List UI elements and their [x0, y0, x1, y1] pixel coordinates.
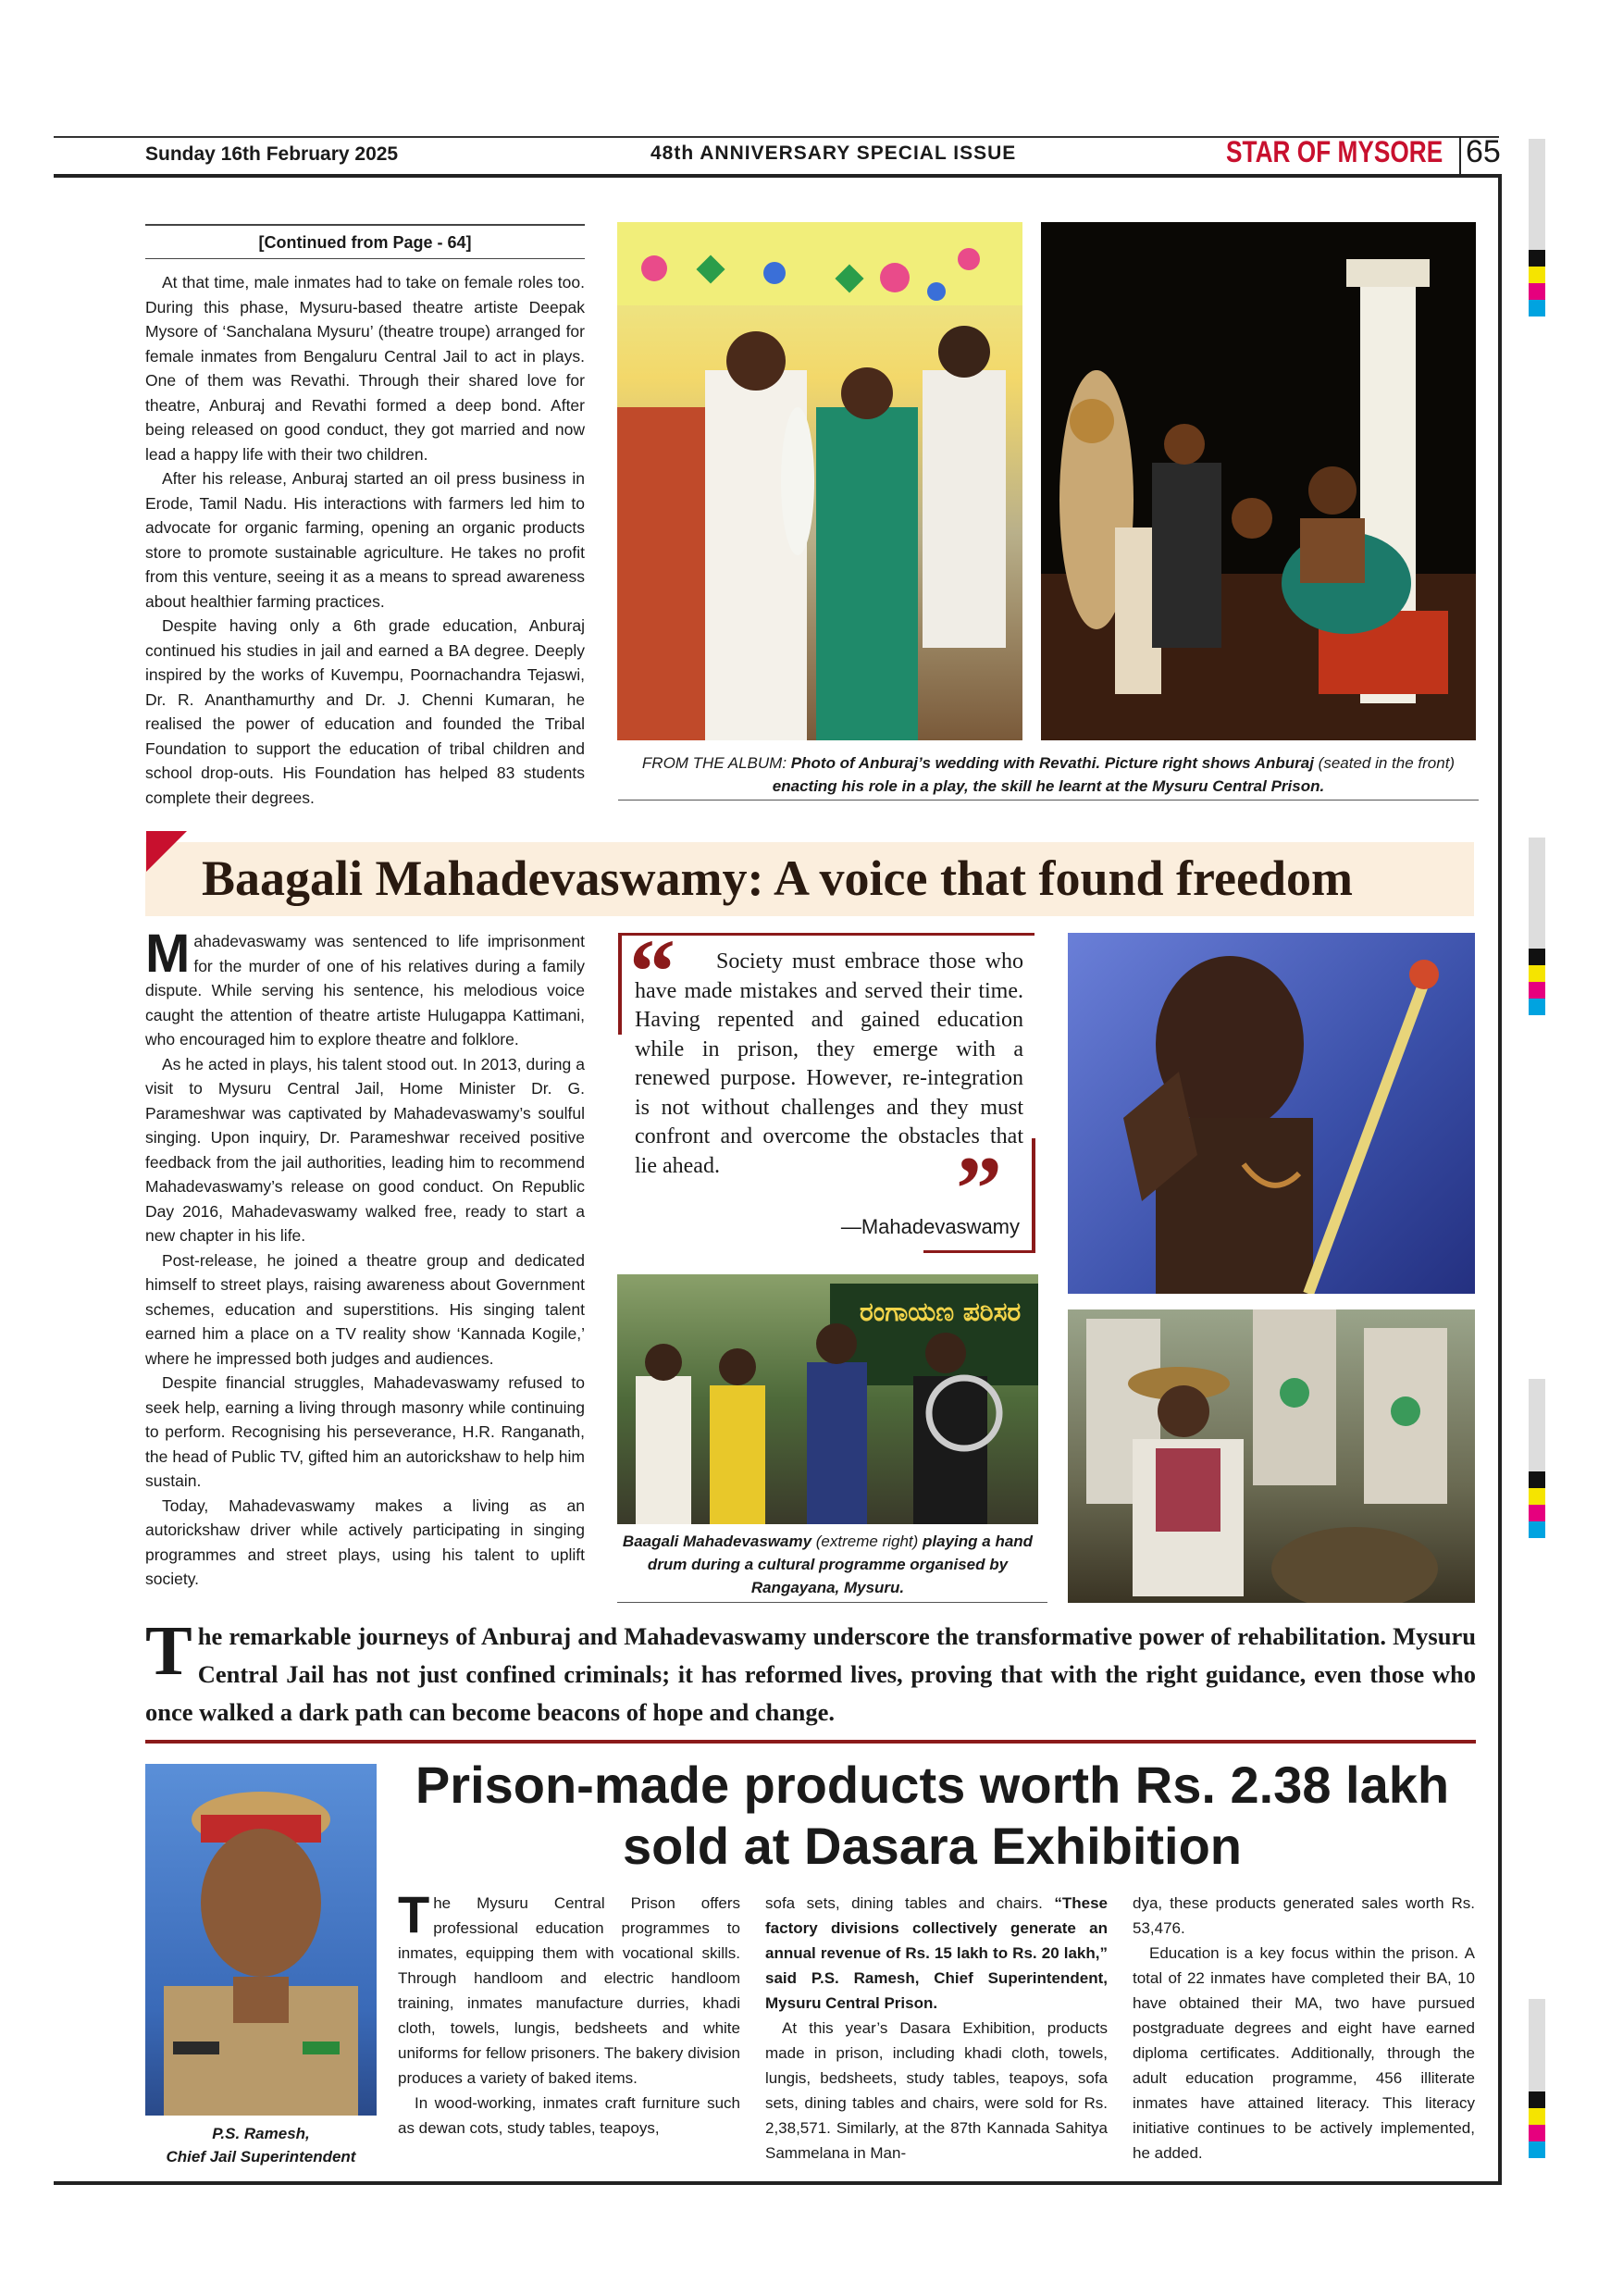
conclusion-text: he remarkable journeys of Anburaj and Mahadevaswamy underscore the transformative power of rehabilitation. Mysuru Central Jail has not just confined criminals; it has reformed lives, proving that with the right guidance, even those who once walked a dark path can become beacons of hope and change. — [145, 1622, 1476, 1726]
section-corner-mark — [146, 831, 187, 872]
singer-photo — [1068, 933, 1475, 1294]
pull-quote: Society must embrace those who have made mistakes and served their time. Having repented and gained education while in prison, they emerge with a renewed purpose. However, re-integration is not without challenges and they must confront and overcome the obstacles that lie ahead. — [635, 949, 1023, 1178]
article-headline — [389, 1755, 1476, 1877]
print-strip — [1529, 1999, 1545, 2091]
paragraph: At this year’s Dasara Exhibition, products made in prison, including khadi cloth, towels, lungis, bedsheets, study tables, teapoys, sofa sets, dining tables and chairs, were sold for Rs. 2,38,571. Similarly, at the 87th Kannada Sahitya Sammelana in Man- — [765, 2019, 1108, 2162]
quote-author: —Mahadevaswamy — [840, 1215, 1020, 1238]
paragraph: As he acted in plays, his talent stood out. In 2013, during a visit to Mysuru Central Jail, Home Minister Dr. G. Parameshwar was captivated by Mahadevaswamy’s soulful singing. Upon inquiry, Dr. Parameshwar received positive feedback from the jail authorities, leading him to recommend Mahadevaswamy’s release on good conduct. On Republic Day 2016, Mahadevaswamy walked free, ready to start a new chapter in his life. — [145, 1054, 585, 1245]
caption-bold: Photo of Anburaj’s wedding with Revathi. Picture right shows Anburaj — [790, 754, 1314, 772]
quote-border-top — [618, 933, 1035, 936]
header-separator — [1459, 137, 1461, 174]
street-play-photo — [1068, 1309, 1475, 1603]
portrait-role: Chief Jail Superintendent — [166, 2148, 356, 2166]
registration-mark — [1529, 949, 1545, 1015]
caption-bold: Baagali Mahadevaswamy — [622, 1533, 812, 1550]
close-quote-icon: ” — [956, 1137, 1002, 1240]
print-strip — [1529, 838, 1545, 949]
section-divider — [145, 1740, 1476, 1744]
portrait-caption — [145, 2122, 377, 2168]
header-bottom-rule — [54, 174, 1499, 178]
caption-italic: (seated in the front) — [1318, 754, 1456, 772]
caption-lead: FROM THE ALBUM: — [641, 754, 787, 772]
newspaper-logo: STAR OF MYSORE — [1226, 135, 1443, 168]
article-column-1 — [398, 1885, 740, 2141]
issue-date: Sunday 16th February 2025 — [145, 143, 399, 165]
registration-mark — [1529, 1471, 1545, 1538]
frame-bottom-rule — [54, 2181, 1502, 2185]
paragraph: Education is a key focus within the prison. A total of 22 inmates have completed their BA, 10 have obtained their MA, two have pursued postgraduate degrees and eight have earned diploma certificates. Additionally, through the adult education programme, 456 illiterate inmates have attained literacy. This literacy initiative continues to be actively implemented, he added. — [1133, 1944, 1475, 2162]
paragraph: Despite financial struggles, Mahadevaswamy refused to seek help, earning a living through masonry while continuing to perform. Recognising his perseverance, H.R. Ranganath, the head of Public TV, gifted him an autorickshaw to help him sustain. — [145, 1373, 585, 1490]
paragraph: dya, these products generated sales worth Rs. 53,476. — [1133, 1894, 1475, 1937]
continued-label: [Continued from Page - 64] — [145, 224, 585, 259]
quote-border-bottom — [923, 1250, 1035, 1253]
paragraph: After his release, Anburaj started an oil press business in Erode, Tamil Nadu. His interactions with farmers led him to advocate for organic farming, opening an organic products store to promote sustainable agriculture. He takes no profit from this venture, seeing it as a means to spread awareness about healthier farming practices. — [145, 469, 585, 611]
page-number: 65 — [1466, 134, 1501, 169]
continued-article — [145, 270, 585, 810]
wedding-photo — [617, 222, 1022, 740]
banner-text: ರಂಗಾಯಣ ಪರಿಸರ — [860, 1297, 1022, 1327]
drop-cap: M — [145, 924, 191, 984]
caption-italic: (extreme right) — [815, 1533, 919, 1550]
paragraph: he Mysuru Central Prison offers professional education programmes to inmates, equipping them with vocational skills. Through handloom and electric handloom training, inmates manufacture durries, khadi cloth, towels, lungis, bedsheets and white uniforms for fellow prisoners. The bakery division produces a variety of baked items. — [398, 1894, 740, 2087]
paragraph: Despite having only a 6th grade education, Anburaj continued his studies in jail and earned a BA degree. Deeply inspired by the works of Kuvempu, Poornachandra Tejaswi, Dr. R. Ananthamurthy and Dr. J. Chenni Kumaran, he realised the power of education and founded the Tribal Foundation to support the education of tribal children and school drop-outs. His Foundation has helped 83 students complete their degrees. — [145, 616, 585, 807]
quote-border-right — [1032, 1138, 1035, 1253]
article-column-3 — [1133, 1891, 1475, 2166]
article-column-2 — [765, 1891, 1108, 2166]
drop-cap: T — [145, 1612, 192, 1690]
portrait-photo — [145, 1764, 377, 2116]
drop-cap: T — [398, 1885, 430, 1943]
headline-line-2: sold at Dasara Exhibition — [622, 1817, 1243, 1875]
caption-bold: playing a hand drum during a cultural programme organised by Rangayana, Mysuru. — [647, 1533, 1034, 1596]
album-caption — [618, 751, 1479, 798]
print-strip — [1529, 1379, 1545, 1471]
quote-bold: “These factory divisions collectively generate an annual revenue of Rs. 15 lakh to Rs. 20 lakh,” said P.S. Ramesh, Chief Superintendent, Mysuru Central Prison. — [765, 1894, 1108, 2012]
conclusion-paragraph — [145, 1612, 1476, 1731]
print-strip — [1529, 139, 1545, 250]
play-photo — [1041, 222, 1476, 740]
paragraph: Post-release, he joined a theatre group and dedicated himself to street plays, raising awareness about Government schemes, education and superstitions. His singing talent earned him a place on a TV reality show ‘Kannada Kogile,’ where he impressed both judges and audiences. — [145, 1250, 585, 1368]
section-title: Baagali Mahadevaswamy: A voice that found freedom — [202, 850, 1353, 906]
programme-caption — [617, 1530, 1038, 1599]
paragraph: At that time, male inmates had to take on female roles too. During this phase, Mysuru-based theatre artiste Deepak Mysore of ‘Sanchalana Mysuru’ (theatre troupe) arranged for female inmates from Bengaluru Central Jail to act in plays. One of them was Revathi. Through their shared love for theatre, Anburaj and Revathi formed a deep bond. After being released on good conduct, they got married and now lead a happy life with their two children. — [145, 273, 585, 464]
quote-border-left — [618, 933, 622, 1035]
paragraph-start: sofa sets, dining tables and chairs. — [765, 1894, 1043, 1912]
mahadevaswamy-article — [145, 924, 585, 1592]
headline-line-1: Prison-made products worth Rs. 2.38 lakh — [415, 1756, 1450, 1814]
portrait-name: P.S. Ramesh, — [212, 2125, 310, 2142]
paragraph: ahadevaswamy was sentenced to life imprisonment for the murder of one of his relatives during a family dispute. While serving his sentence, his melodious voice caught the attention of theatre artiste Hulugappa Kattimani, who encouraged him to explore theatre and folklore. — [145, 932, 585, 1049]
issue-title: 48th ANNIVERSARY SPECIAL ISSUE — [650, 143, 1017, 164]
caption-bold: enacting his role in a play, the skill he learnt at the Mysuru Central Prison. — [772, 777, 1325, 795]
paragraph: In wood-working, inmates craft furniture such as dewan cots, study tables, teapoys, — [398, 2094, 740, 2137]
open-quote-icon: “ — [629, 920, 675, 1023]
registration-mark — [1529, 2091, 1545, 2158]
cultural-programme-photo — [617, 1274, 1038, 1524]
paragraph: Today, Mahadevaswamy makes a living as an autorickshaw driver while actively participating in singing programmes and street plays, using his talent to uplift society. — [145, 1496, 585, 1588]
registration-mark — [1529, 250, 1545, 316]
frame-right-rule — [1498, 174, 1502, 2184]
caption-rule — [617, 1602, 1047, 1603]
